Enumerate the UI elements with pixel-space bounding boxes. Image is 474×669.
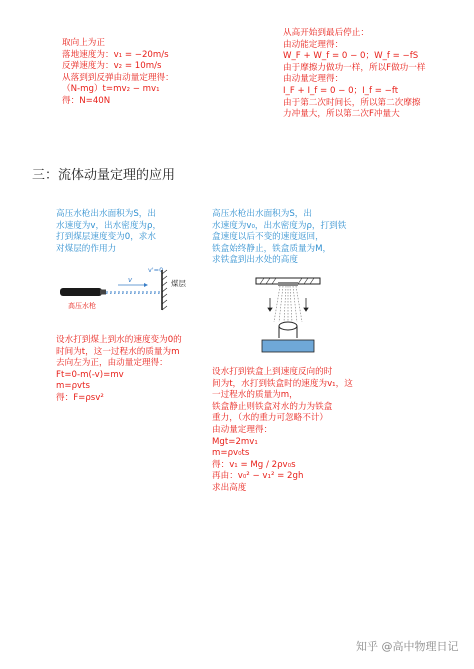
right-problem-statement — [212, 209, 346, 267]
left-solution — [56, 335, 182, 405]
iron-box-figure — [252, 276, 324, 356]
top-right-solution — [283, 28, 425, 121]
rs-line: 重力，（水的重力可忽略不计） — [212, 413, 329, 424]
nozzle-opening — [278, 282, 298, 286]
ls-line: m=ρvts — [56, 381, 90, 392]
tr-line: 力冲量大，所以第二次F冲量大 — [283, 109, 400, 120]
tl-line: 落地速度为：v₁ = −20m/s — [62, 49, 169, 60]
gun-body — [60, 288, 102, 296]
gun-label: 高压水枪 — [68, 302, 96, 310]
ls-line: 设水打到煤上到水的速度变为0的 — [56, 335, 182, 345]
ls-line: 得：F=ρsv² — [56, 392, 104, 403]
water-pool — [262, 340, 314, 352]
ls-line: 时间为t，这一过程水的质量为m — [56, 346, 180, 357]
tl-line: 从落到到反弹由动量定理得： — [62, 72, 174, 83]
iron-box — [279, 322, 297, 330]
rp-line: 求铁盒到出水处的高度 — [212, 255, 298, 266]
rp-line: 水速度为v₀，出水密度为ρ，打到铁 — [212, 220, 347, 231]
lp-line: 打到煤层速度变为0，求水 — [56, 232, 156, 243]
rp-line: 铁盒始终静止，铁盒质量为M， — [212, 243, 332, 254]
tl-line: （N-mg）t=mv₂ − mv₁ — [62, 84, 160, 95]
final-velocity-label: v'=0 — [148, 266, 164, 274]
velocity-label: v — [128, 276, 133, 284]
velocity-arrowhead — [144, 283, 148, 287]
rs-line: m=ρv₀ts — [212, 448, 250, 459]
top-left-solution — [62, 38, 174, 108]
section-heading: 三：流体动量定理的应用 — [32, 168, 176, 183]
right-solution — [212, 367, 353, 495]
tl-line: 得：N=40N — [62, 95, 111, 106]
tr-line: 由动能定理得： — [283, 39, 344, 50]
tl-line: 反弹速度为：v₂ = 10m/s — [62, 61, 162, 72]
lp-line: 水速度为v，出水密度为ρ， — [56, 220, 162, 231]
lp-line: 对煤层的作用力 — [56, 243, 117, 254]
water-gun-figure — [56, 262, 196, 314]
lp-line: 高压水枪出水面积为S，出 — [56, 209, 156, 219]
left-problem-statement — [56, 209, 161, 255]
rs-line: 得：v₁ = Mg / 2ρv₀s — [212, 459, 296, 470]
rs-line: 设水打到铁盒上到速度反向的时 — [212, 367, 333, 377]
gun-nozzle — [100, 290, 106, 295]
rs-line: 再由：v₀² − v₁² = 2gh — [212, 471, 304, 482]
water-spray — [274, 286, 302, 322]
rp-line: 盒速度以后不变的速度返回， — [212, 232, 324, 243]
coal-wall-label — [171, 278, 186, 288]
tr-line: I_F + I_f = 0 − 0；I_f = −ft — [283, 85, 399, 96]
tr-line: 由于摩擦力做功一样，所以F做功一样 — [283, 62, 426, 73]
rs-line: 由动量定理得： — [212, 424, 273, 435]
ls-line: Ft=0-m(-v)=mv — [56, 369, 124, 380]
tl-line: 取向上为正 — [62, 38, 105, 48]
tr-line: 由动量定理得： — [283, 74, 344, 85]
rs-line: 铁盒静止则铁盒对水的力为铁盒 — [212, 401, 333, 412]
rs-line: 求出高度 — [212, 482, 247, 493]
ls-line: 去向左为正，由动量定理得： — [56, 358, 168, 369]
tr-line: 由于第二次时间长，所以第二次摩擦 — [283, 97, 421, 108]
watermark: 知乎 @高中物理日记 — [356, 640, 459, 653]
rs-line: 间为t，水打到铁盒时的速度为v₁，这 — [212, 378, 353, 389]
tr-line: 从高开始到最后停止： — [283, 28, 369, 38]
rp-line: 高压水枪出水面积为S，出 — [212, 209, 312, 219]
coal-wall-label-text: 煤层 — [171, 279, 186, 288]
rs-line: Mgt=2mv₁ — [212, 436, 258, 447]
tr-line: W_F + W_f = 0 − 0；W_f = −fS — [283, 51, 419, 62]
rs-line: 一过程水的质量为m， — [212, 390, 298, 401]
